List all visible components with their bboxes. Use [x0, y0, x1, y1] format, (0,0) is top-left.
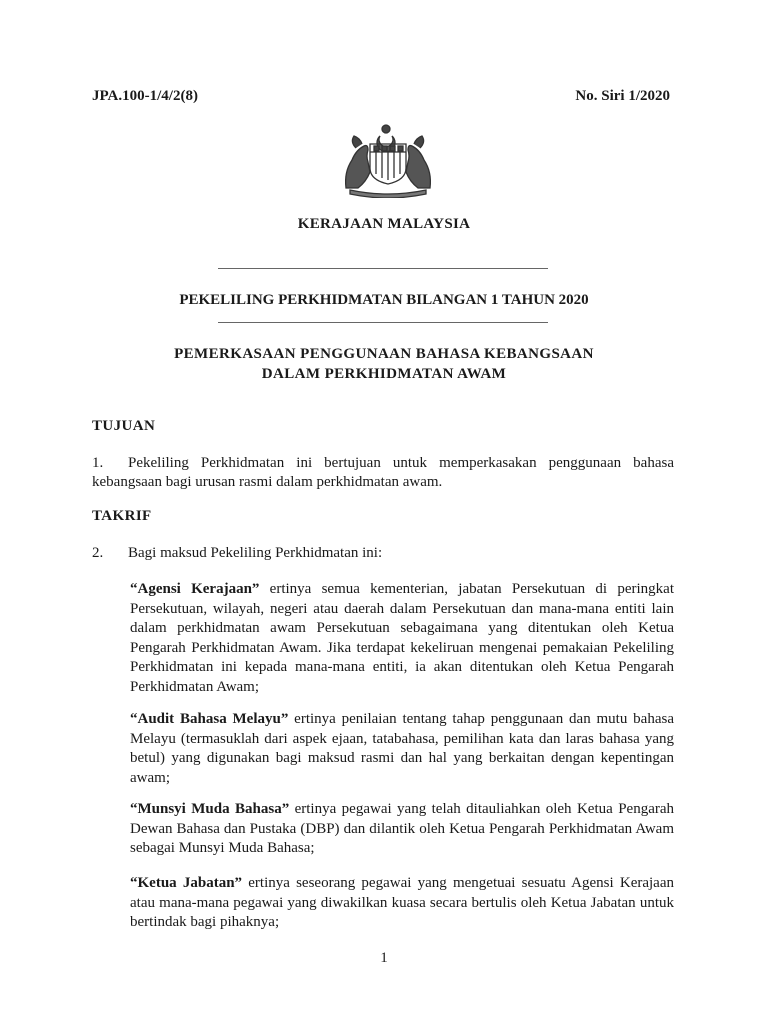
subject-line-1: PEMERKASAAN PENGGUNAAN BAHASA KEBANGSAAN [174, 346, 594, 362]
purpose-paragraph [92, 454, 674, 492]
definition-item [130, 874, 674, 933]
page-number: 1 [380, 950, 388, 966]
coat-of-arms-icon [336, 122, 440, 198]
definition-item [130, 580, 674, 697]
section-heading-purpose: TUJUAN [92, 418, 156, 434]
definition-term: “Munsyi Muda Bahasa” [130, 801, 290, 817]
definition-term: “Agensi Kerajaan” [130, 581, 260, 597]
divider-bottom [218, 322, 548, 323]
definition-text: ertinya penilaian tentang tahap penggunaan dan mutu bahasa Melayu (termasuklah dari aspek ejaan, tatabahasa, pemilihan kata dan laras bahasa yang betul) yang digunakan bagi maksud rasmi dan hal yang berkaitan dengan kepentingan awam; [130, 711, 674, 786]
government-heading: KERAJAAN MALAYSIA [297, 216, 471, 232]
definitions-intro-text: Bagi maksud Pekeliling Perkhidmatan ini: [128, 545, 383, 561]
definition-term: “Audit Bahasa Melayu” [130, 711, 289, 727]
definition-term: “Ketua Jabatan” [130, 875, 243, 891]
circular-title: PEKELILING PERKHIDMATAN BILANGAN 1 TAHUN 2020 [179, 292, 589, 308]
definition-text: ertinya semua kementerian, jabatan Persekutuan di peringkat Persekutuan, wilayah, negeri atau daerah dalam Persekutuan dan mana-mana entiti lain dalam perkhidmatan awam Persekutuan sebagaimana yang ditentukan oleh Ketua Pengarah Perkhidmatan Awam. Jika terdapat kekeliruan mengenai pemakaian Pekeliling Perkhidmatan ini kepada mana-mana entiti, ia akan ditentukan oleh Ketua Pengarah Perkhidmatan Awam; [130, 581, 674, 695]
definition-item [130, 800, 674, 859]
definitions-intro [92, 544, 674, 563]
paragraph-number: 2. [92, 545, 104, 561]
serial-number: No. Siri 1/2020 [575, 88, 670, 104]
definition-text: ertinya pegawai yang telah ditauliahkan oleh Ketua Pengarah Dewan Bahasa dan Pustaka (DBP) dan dilantik oleh Ketua Pengarah Perkhidmatan Awam sebagai Munsyi Muda Bahasa; [130, 801, 674, 856]
definition-text: ertinya seseorang pegawai yang mengetuai sesuatu Agensi Kerajaan atau mana-mana pegawai yang diwakilkan kuasa secara bertulis oleh Ketua Jabatan untuk bertindak bagi pihaknya; [130, 875, 674, 930]
subject-line-2: DALAM PERKHIDMATAN AWAM [261, 366, 507, 382]
subject-title [0, 344, 768, 384]
reference-number: JPA.100-1/4/2(8) [92, 88, 198, 104]
paragraph-number: 1. [92, 455, 104, 471]
section-heading-definitions: TAKRIF [92, 508, 152, 524]
definition-item [130, 710, 674, 788]
purpose-text: Pekeliling Perkhidmatan ini bertujuan untuk memperkasakan penggunaan bahasa kebangsaan bagi urusan rasmi dalam perkhidmatan awam. [92, 455, 674, 490]
divider-top [218, 268, 548, 269]
